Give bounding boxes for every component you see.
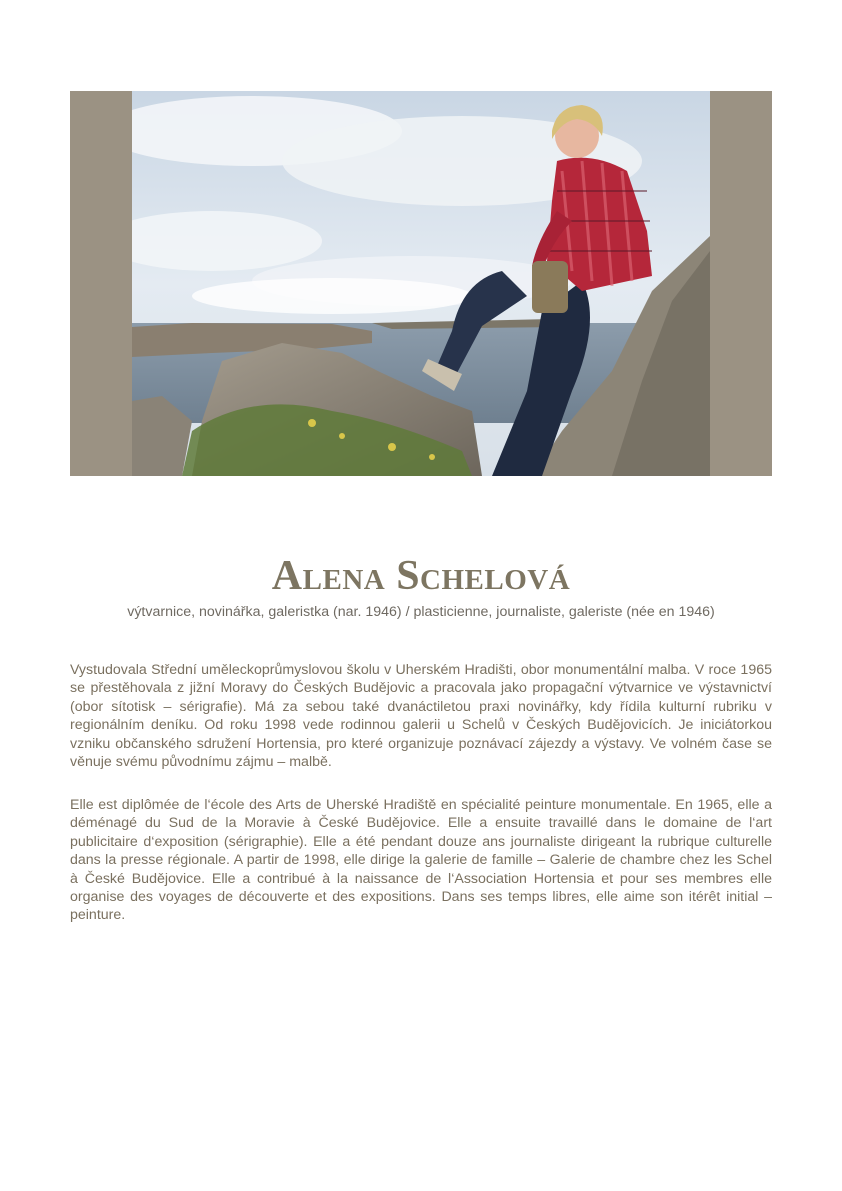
person-subtitle: výtvarnice, novinářka, galeristka (nar. 1946) / plasticienne, journaliste, galeriste (née en 1946) (127, 604, 715, 620)
biography-czech: Vystudovala Střední uměleckoprůmyslovou školu v Uherském Hradišti, obor monumentální malba. V roce 1965 se přestěhovala z jižní Moravy do Českých Budějovic a pracovala jako propagační výtvarnice ve výstavnictví (obor sítotisk – sérigrafie). Má za sebou také dvanáctiletou praxi novinářky, kdy řídila kulturní rubriku v regionálním deníku. Od roku 1998 vede rodinnou galerii u Schelů v Českých Budějovicích. Je iniciátorkou vzniku občanského sdružení Hortensia, pro které organizuje poznávací zájezdy a výstavy. Ve volném čase se věnuje svému původnímu zájmu – malbě. (70, 662, 772, 771)
photo-frame-band (70, 91, 772, 476)
biography-french: Elle est diplômée de l‘école des Arts de Uherské Hradiště en spécialité peinture monumentale. En 1965, elle a déménagé du Sud de la Moravie à České Budějovice. Elle a ensuite travaillé dans le domaine de l‘art publicitaire d‘exposition (sérigraphie). Elle a été pendant douze ans journaliste dirigeant la rubrique culturelle dans la presse régionale. A partir de 1998, elle dirige la galerie de famille – Galerie de chambre chez les Schel à České Budějovice. Elle a contribué à la naissance de l‘Association Hortensia et pour ses membres elle organise des voyages de découverte et des expositions. Dans ses temps libres, elle aime son itérêt initial – peinture. (70, 797, 772, 924)
portrait-photo (132, 91, 710, 476)
person-name-title: Alena Schelová (271, 553, 571, 599)
coastal-portrait-illustration (132, 91, 710, 476)
